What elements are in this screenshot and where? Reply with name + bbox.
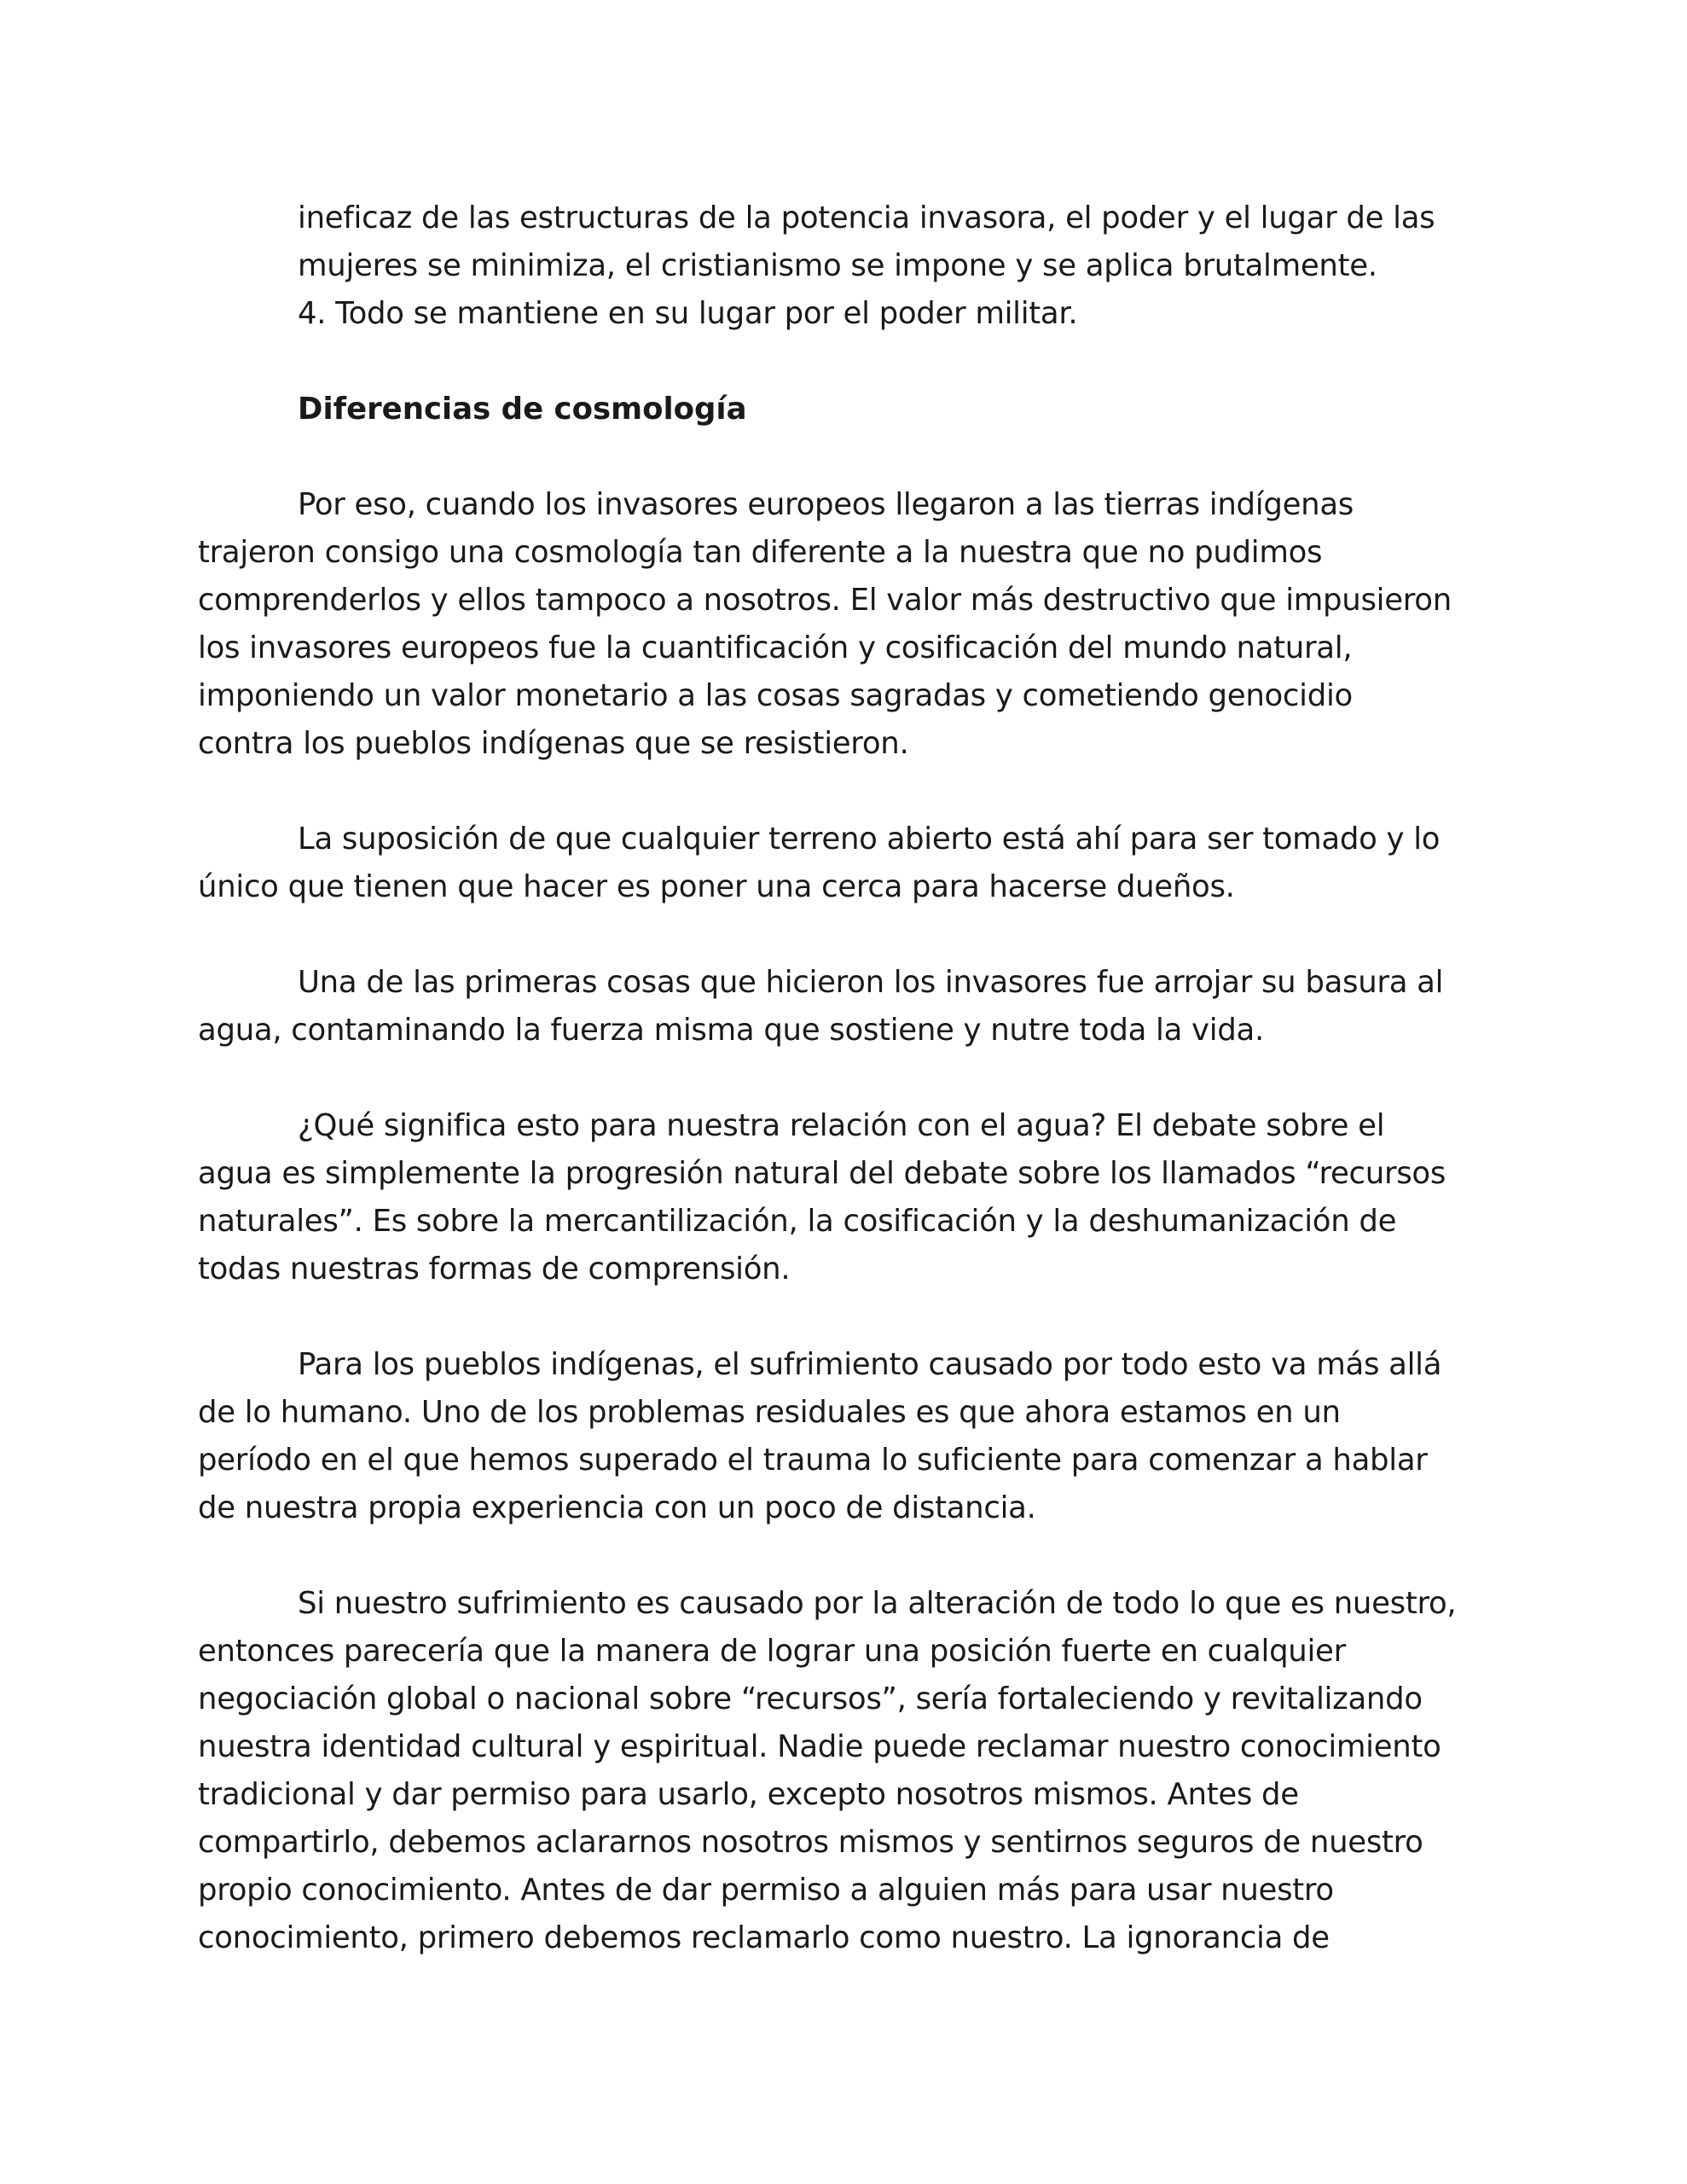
paragraph-1 [198, 481, 1494, 768]
paragraph-line: tradicional y dar permiso para usarlo, excepto nosotros mismos. Antes de [198, 1777, 1299, 1812]
paragraph-line: contra los pueblos indígenas que se resistieron. [198, 726, 909, 761]
list-continuation [198, 195, 1494, 338]
paragraph-line: período en el que hemos superado el trauma lo suficiente para comenzar a hablar [198, 1443, 1428, 1478]
paragraph-line: Para los pueblos indígenas, el sufrimiento causado por todo esto va más allá [298, 1347, 1442, 1382]
paragraph-line: Si nuestro sufrimiento es causado por la alteración de todo lo que es nuestro, [298, 1586, 1457, 1621]
paragraph-line: nuestra identidad cultural y espiritual. Nadie puede reclamar nuestro conocimiento [198, 1729, 1441, 1764]
paragraph-line: los invasores europeos fue la cuantificación y cosificación del mundo natural, [198, 630, 1353, 665]
paragraph-line: imponiendo un valor monetario a las cosas sagradas y cometiendo genocidio [198, 678, 1353, 713]
paragraph-line: comprenderlos y ellos tampoco a nosotros. El valor más destructivo que impusieron [198, 583, 1452, 618]
paragraph-line: negociación global o nacional sobre “recursos”, sería fortaleciendo y revitalizando [198, 1682, 1423, 1716]
paragraph-line: propio conocimiento. Antes de dar permiso a alguien más para usar nuestro [198, 1873, 1334, 1908]
paragraph-line: Por eso, cuando los invasores europeos llegaron a las tierras indígenas [298, 487, 1354, 522]
paragraph-line: ¿Qué significa esto para nuestra relación con el agua? El debate sobre el [298, 1108, 1385, 1143]
paragraph-line: entonces parecería que la manera de lograr una posición fuerte en cualquier [198, 1634, 1346, 1669]
paragraph-line: compartirlo, debemos aclararnos nosotros mismos y sentirnos seguros de nuestro [198, 1825, 1423, 1860]
paragraph-line: naturales”. Es sobre la mercantilización, la cosificación y la deshumanización de [198, 1204, 1397, 1239]
paragraph-line: de nuestra propia experiencia con un poco de distancia. [198, 1490, 1036, 1525]
paragraph-6 [198, 1580, 1494, 1962]
paragraph-line: agua, contaminando la fuerza misma que sostiene y nutre toda la vida. [198, 1013, 1264, 1048]
paragraph-4 [198, 1102, 1494, 1293]
paragraph-line: Una de las primeras cosas que hicieron los invasores fue arrojar su basura al [298, 965, 1444, 1000]
paragraph-line: trajeron consigo una cosmología tan diferente a la nuestra que no pudimos [198, 535, 1323, 570]
paragraph-line: agua es simplemente la progresión natural del debate sobre los llamados “recursos [198, 1156, 1446, 1191]
paragraph-3 [198, 959, 1494, 1054]
list-line: ineficaz de las estructuras de la potencia invasora, el poder y el lugar de las [298, 200, 1435, 235]
paragraph-line: La suposición de que cualquier terreno abierto está ahí para ser tomado y lo [298, 822, 1441, 857]
list-item-4: 4. Todo se mantiene en su lugar por el poder militar. [298, 296, 1078, 331]
list-line: mujeres se minimiza, el cristianismo se impone y se aplica brutalmente. [298, 248, 1377, 283]
section-heading: Diferencias de cosmología [298, 392, 747, 427]
paragraph-2 [198, 816, 1494, 911]
paragraph-line: conocimiento, primero debemos reclamarlo como nuestro. La ignorancia de [198, 1920, 1330, 1955]
paragraph-line: único que tienen que hacer es poner una cerca para hacerse dueños. [198, 869, 1235, 904]
paragraph-line: todas nuestras formas de comprensión. [198, 1252, 791, 1287]
paragraph-line: de lo humano. Uno de los problemas residuales es que ahora estamos en un [198, 1395, 1341, 1430]
paragraph-5 [198, 1341, 1494, 1532]
document-page [198, 195, 1494, 1962]
